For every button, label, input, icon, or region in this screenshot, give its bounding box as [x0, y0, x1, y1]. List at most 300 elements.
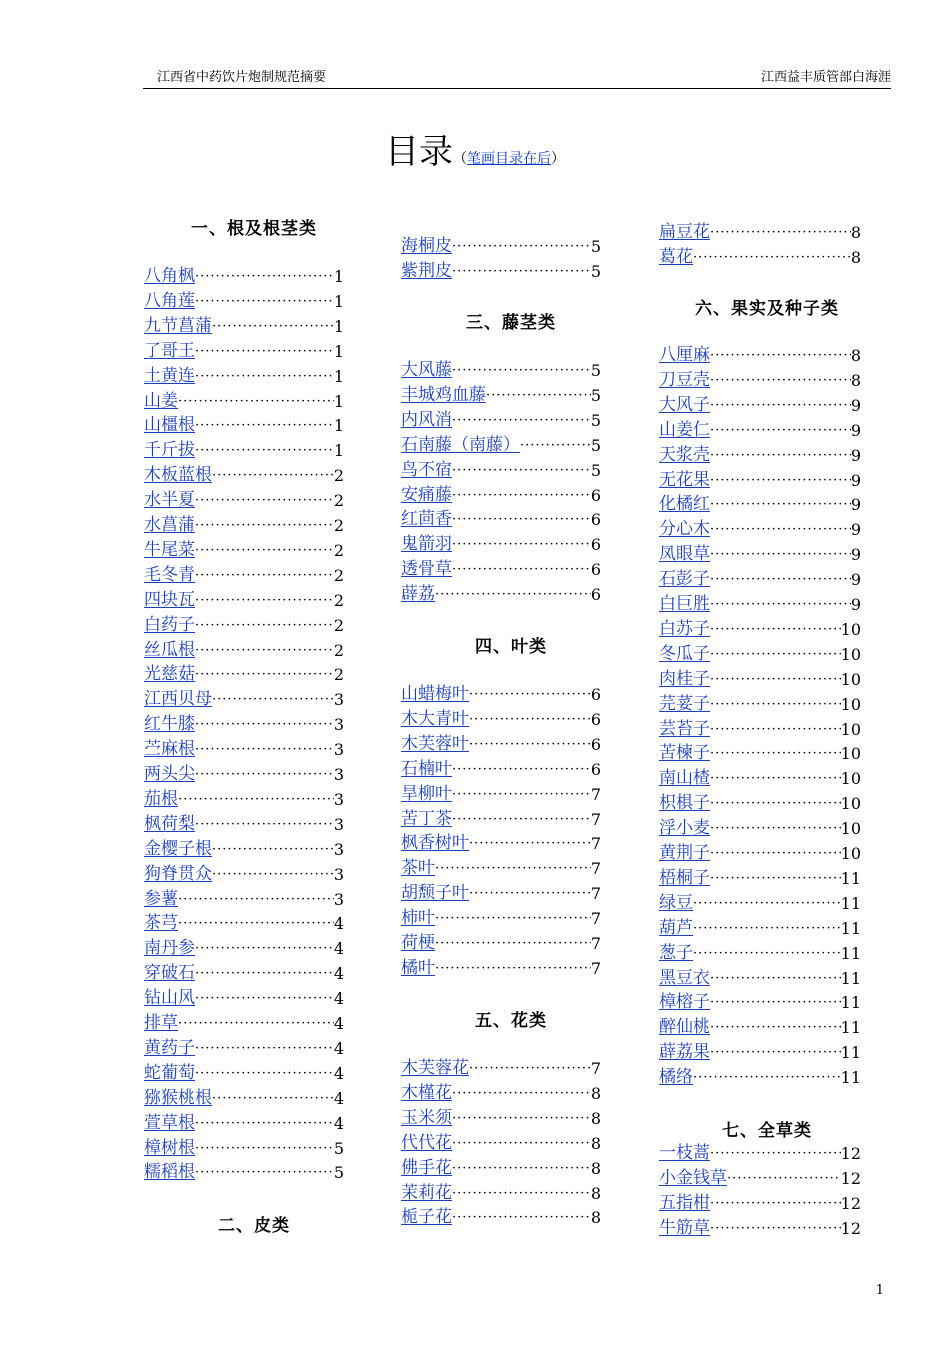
toc-entry-name-link[interactable]: 四块瓦: [144, 589, 195, 610]
toc-entry[interactable]: [144, 662, 344, 687]
leader-dots: [452, 557, 591, 582]
toc-entry[interactable]: [144, 314, 344, 339]
toc-entry-page: 8: [850, 223, 861, 242]
toc-entry-page: 1: [333, 441, 344, 461]
toc-entry-name-link[interactable]: 一枝蒿: [659, 1143, 710, 1163]
toc-entry-name-link[interactable]: 石彭子: [659, 569, 710, 590]
toc-entry[interactable]: [144, 513, 344, 538]
stroke-index-link[interactable]: 笔画目录在后: [467, 151, 551, 167]
toc-entry-name-link[interactable]: 黑豆衣: [659, 967, 710, 988]
toc-entry-name-link[interactable]: 玉米须: [401, 1107, 452, 1128]
toc-entry-page: 7: [590, 934, 601, 953]
toc-entry-page: 11: [840, 968, 861, 988]
toc-entry-page: 11: [840, 918, 861, 938]
toc-entry-name-link[interactable]: 葫芦: [659, 917, 693, 938]
toc-entry-name-link[interactable]: 茄根: [144, 788, 178, 809]
toc-entry-name-link[interactable]: 千斤拔: [144, 440, 195, 461]
toc-entry[interactable]: [401, 782, 601, 807]
toc-entry-name-link[interactable]: 枫荷梨: [144, 813, 195, 834]
leader-dots: [710, 443, 851, 468]
toc-entry-name-link[interactable]: 糯稻根: [144, 1162, 195, 1183]
header-right-text: 江西益丰质管部白海涯: [760, 70, 891, 85]
toc-entry-name-link[interactable]: 木板蓝根: [144, 465, 212, 486]
toc-entry-name-link[interactable]: 樟树根: [144, 1137, 195, 1158]
toc-entry-name-link[interactable]: 黄荆子: [659, 843, 710, 863]
toc-entry-name-link[interactable]: 枳椇子: [659, 793, 710, 814]
toc-entry[interactable]: [144, 737, 344, 762]
toc-entry[interactable]: [659, 791, 861, 816]
toc-entry[interactable]: [659, 1065, 861, 1090]
toc-entry-name-link[interactable]: 五指柑: [659, 1192, 710, 1213]
toc-entry[interactable]: [659, 866, 861, 891]
toc-entry-name-link[interactable]: 木芙蓉叶: [401, 733, 469, 754]
toc-entry-name-link[interactable]: 南丹参: [144, 938, 195, 959]
toc-entry[interactable]: [401, 1081, 601, 1106]
leader-dots: [212, 463, 334, 488]
leader-dots: [452, 782, 591, 807]
toc-entry-name-link[interactable]: 鸟不宿: [401, 459, 452, 480]
toc-entry[interactable]: [401, 1131, 601, 1156]
toc-entry[interactable]: [401, 358, 601, 383]
toc-entry[interactable]: [659, 642, 861, 667]
leader-dots: [469, 707, 591, 732]
toc-entry[interactable]: [144, 1086, 344, 1111]
toc-entry-name-link[interactable]: 木大青叶: [401, 708, 469, 729]
toc-entry-name-link[interactable]: 蛇葡萄: [144, 1062, 195, 1083]
toc-entry-name-link[interactable]: 两头尖: [144, 764, 195, 784]
toc-entry-name-link[interactable]: 梧桐子: [659, 867, 710, 888]
leader-dots: [710, 517, 851, 542]
toc-entry-name-link[interactable]: 丰城鸡血藤: [401, 384, 486, 405]
toc-entry[interactable]: [659, 245, 861, 270]
leader-dots: [195, 413, 334, 438]
toc-entry[interactable]: [144, 1136, 344, 1161]
toc-entry-page: 8: [590, 1158, 601, 1178]
toc-entry[interactable]: [401, 1156, 601, 1181]
toc-entry-name-link[interactable]: 黄药子: [144, 1037, 195, 1058]
leader-dots: [710, 966, 841, 991]
toc-entry[interactable]: [659, 766, 861, 791]
leader-dots: [195, 339, 334, 364]
toc-entry-name-link[interactable]: 大风藤: [401, 360, 452, 380]
toc-entry[interactable]: [401, 1056, 601, 1081]
toc-entry[interactable]: [401, 707, 601, 732]
leader-dots: [710, 567, 851, 592]
leader-dots: [452, 1156, 591, 1181]
toc-entry-name-link[interactable]: 胡颓子叶: [401, 883, 469, 904]
toc-entry-name-link[interactable]: 水半夏: [144, 490, 195, 511]
toc-entry-name-link[interactable]: 茉莉花: [401, 1182, 452, 1203]
toc-entry[interactable]: [401, 383, 601, 408]
toc-entry-page: 4: [333, 1063, 344, 1083]
toc-entry[interactable]: [144, 762, 344, 787]
toc-entry-page: 4: [333, 1088, 344, 1108]
toc-entry-name-link[interactable]: 扁豆花: [659, 222, 710, 242]
toc-entry-page: 12: [840, 1218, 861, 1238]
leader-dots: [710, 692, 841, 717]
page-number: 1: [875, 1283, 884, 1298]
toc-entry-page: 7: [590, 859, 601, 879]
toc-entry-name-link[interactable]: 葱子: [659, 942, 693, 963]
toc-entry[interactable]: [144, 986, 344, 1011]
toc-entry[interactable]: [144, 389, 344, 414]
leader-dots: [435, 582, 591, 607]
toc-entry-name-link[interactable]: 芫荽子: [659, 693, 710, 714]
leader-dots: [195, 1061, 334, 1086]
toc-entry-name-link[interactable]: 薜荔果: [659, 1042, 710, 1063]
toc-entry-name-link[interactable]: 浮小麦: [659, 818, 710, 839]
toc-entry-name-link[interactable]: 山姜: [144, 390, 178, 411]
toc-entry-name-link[interactable]: 橘络: [659, 1067, 693, 1088]
toc-entry-name-link[interactable]: 苦楝子: [659, 743, 710, 764]
toc-entry-page: 3: [333, 889, 344, 909]
toc-entry[interactable]: [144, 413, 344, 438]
leader-dots: [452, 757, 591, 782]
toc-entry-name-link[interactable]: 苦丁茶: [401, 808, 452, 829]
toc-entry[interactable]: [659, 492, 861, 517]
toc-entry-name-link[interactable]: 了哥王: [144, 340, 195, 361]
leader-dots: [693, 1065, 841, 1090]
toc-entry-name-link[interactable]: 化橘红: [659, 494, 710, 515]
toc-entry[interactable]: [659, 741, 861, 766]
toc-entry-page: 8: [590, 1183, 601, 1203]
toc-entry-name-link[interactable]: 石楠叶: [401, 758, 452, 779]
toc-entry-name-link[interactable]: 冬瓜子: [659, 643, 710, 664]
toc-entry[interactable]: [144, 264, 344, 289]
toc-entry-name-link[interactable]: 狗脊贯众: [144, 863, 212, 884]
toc-entry-page: 12: [840, 1144, 861, 1163]
toc-entry[interactable]: [659, 941, 861, 966]
toc-entry[interactable]: [401, 856, 601, 881]
toc-entry[interactable]: [401, 433, 601, 458]
toc-entry-name-link[interactable]: 南山楂: [659, 768, 710, 789]
toc-entry[interactable]: [144, 563, 344, 588]
toc-entry-name-link[interactable]: 橘叶: [401, 957, 435, 978]
toc-entry[interactable]: [401, 757, 601, 782]
toc-entry-name-link[interactable]: 江西贝母: [144, 689, 212, 710]
toc-entry[interactable]: [659, 841, 861, 866]
leader-dots: [469, 732, 591, 757]
toc-entry-name-link[interactable]: 参薯: [144, 888, 178, 909]
toc-entry-name-link[interactable]: 透骨草: [401, 559, 452, 580]
toc-entry-name-link[interactable]: 丝瓜根: [144, 639, 195, 660]
title-paren-open: （: [453, 151, 467, 167]
leader-dots: [452, 1081, 591, 1106]
toc-entry-page: 8: [850, 346, 861, 365]
toc-entry-page: 9: [850, 595, 861, 614]
toc-entry-name-link[interactable]: 毛冬青: [144, 564, 195, 585]
toc-entry[interactable]: [659, 692, 861, 717]
leader-dots: [710, 542, 851, 567]
leader-dots: [693, 891, 841, 916]
toc-entry-name-link[interactable]: 苎麻根: [144, 739, 195, 760]
toc-entry-page: 11: [840, 1043, 861, 1063]
toc-entry[interactable]: [401, 831, 601, 856]
toc-entry[interactable]: [659, 816, 861, 841]
toc-entry-name-link[interactable]: 刀豆壳: [659, 369, 710, 390]
toc-entry[interactable]: [144, 687, 344, 712]
leader-dots: [710, 667, 841, 692]
toc-entry-name-link[interactable]: 牛筋草: [659, 1217, 710, 1238]
toc-entry-page: 2: [333, 665, 344, 685]
toc-entry-name-link[interactable]: 绿豆: [659, 892, 693, 913]
toc-entry[interactable]: [659, 517, 861, 542]
toc-entry[interactable]: [144, 339, 344, 364]
leader-dots: [710, 741, 841, 766]
toc-entry[interactable]: [144, 812, 344, 837]
toc-entry[interactable]: [144, 887, 344, 912]
leader-dots: [693, 245, 851, 270]
toc-entry-name-link[interactable]: 山姜仁: [659, 419, 710, 440]
toc-entry[interactable]: [659, 343, 861, 368]
toc-entry-name-link[interactable]: 白苏子: [659, 618, 710, 639]
toc-entry-page: 10: [840, 819, 861, 839]
toc-entry[interactable]: [401, 532, 601, 557]
toc-entry-name-link[interactable]: 红牛膝: [144, 714, 195, 735]
toc-entry[interactable]: [144, 538, 344, 563]
toc-entry[interactable]: [401, 1205, 601, 1230]
toc-entry-name-link[interactable]: 排草: [144, 1013, 178, 1033]
leader-dots: [195, 563, 334, 588]
toc-entry-page: 4: [333, 989, 344, 1009]
toc-entry[interactable]: [659, 1191, 861, 1216]
toc-entry[interactable]: [401, 483, 601, 508]
section-heading: 六、果实及种子类: [695, 299, 839, 319]
toc-entry-name-link[interactable]: 樟榕子: [659, 992, 710, 1013]
leader-dots: [178, 1011, 334, 1036]
toc-entry[interactable]: [144, 837, 344, 862]
toc-entry[interactable]: [144, 1111, 344, 1136]
toc-entry-name-link[interactable]: 土黄连: [144, 365, 195, 386]
toc-entry-page: 1: [333, 291, 344, 311]
toc-entry[interactable]: [659, 617, 861, 642]
leader-dots: [178, 389, 334, 414]
toc-entry[interactable]: [401, 234, 601, 259]
toc-entry-name-link[interactable]: 醉仙桃: [659, 1017, 710, 1038]
title-main: 目录: [385, 132, 453, 172]
toc-entry-name-link[interactable]: 佛手花: [401, 1157, 452, 1178]
toc-entry-name-link[interactable]: 凤眼草: [659, 544, 710, 565]
toc-entry-name-link[interactable]: 葛花: [659, 246, 693, 267]
toc-entry-name-link[interactable]: 山蜡梅叶: [401, 684, 469, 704]
toc-entry[interactable]: [401, 557, 601, 582]
leader-dots: [178, 787, 334, 812]
toc-entry-name-link[interactable]: 水菖蒲: [144, 515, 195, 535]
toc-entry[interactable]: [144, 712, 344, 737]
toc-entry[interactable]: [659, 1166, 861, 1191]
toc-entry-page: 9: [850, 495, 861, 515]
toc-entry-page: 9: [850, 545, 861, 565]
toc-entry[interactable]: [401, 458, 601, 483]
toc-entry-name-link[interactable]: 安痛藤: [401, 484, 452, 505]
toc-entry[interactable]: [144, 862, 344, 887]
toc-entry[interactable]: [659, 1015, 861, 1040]
toc-entry-name-link[interactable]: 八厘麻: [659, 345, 710, 365]
toc-entry-name-link[interactable]: 八角枫: [144, 266, 195, 286]
toc-entry[interactable]: [401, 507, 601, 532]
toc-entry[interactable]: [144, 613, 344, 638]
toc-entry[interactable]: [401, 906, 601, 931]
toc-entry-page: 6: [590, 585, 601, 605]
toc-entry[interactable]: [144, 1061, 344, 1086]
toc-entry-name-link[interactable]: 木槿花: [401, 1082, 452, 1103]
toc-entry[interactable]: [144, 588, 344, 613]
toc-entry-name-link[interactable]: 肉桂子: [659, 668, 710, 689]
toc-entry[interactable]: [659, 966, 861, 991]
toc-entry-name-link[interactable]: 天浆壳: [659, 444, 710, 465]
toc-entry[interactable]: [144, 961, 344, 986]
page-header: [143, 62, 891, 89]
toc-entry[interactable]: [144, 1160, 344, 1185]
toc-entry-name-link[interactable]: 钻山风: [144, 988, 195, 1009]
toc-entry-page: 10: [840, 844, 861, 863]
toc-entry-name-link[interactable]: 海桐皮: [401, 236, 452, 256]
leader-dots: [710, 1216, 841, 1241]
toc-entry[interactable]: [144, 936, 344, 961]
toc-entry-page: 2: [333, 640, 344, 660]
toc-entry-name-link[interactable]: 白巨胜: [659, 594, 710, 614]
leader-dots: [710, 343, 851, 368]
toc-entry-name-link[interactable]: 白药子: [144, 614, 195, 635]
toc-entry-name-link[interactable]: 石南藤（南藤）: [401, 434, 520, 455]
toc-entry-name-link[interactable]: 大风子: [659, 394, 710, 415]
leader-dots: [212, 687, 334, 712]
toc-entry[interactable]: [401, 582, 601, 607]
toc-entry[interactable]: [659, 542, 861, 567]
toc-entry-name-link[interactable]: 紫荆皮: [401, 260, 452, 281]
toc-entry-name-link[interactable]: 柿叶: [401, 908, 435, 929]
toc-entry-page: 8: [590, 1133, 601, 1153]
toc-entry[interactable]: [659, 1040, 861, 1065]
toc-entry-name-link[interactable]: 枫香树叶: [401, 833, 469, 854]
toc-entry[interactable]: [144, 364, 344, 389]
toc-entry-page: 10: [840, 744, 861, 764]
toc-entry-name-link[interactable]: 牛尾菜: [144, 539, 195, 560]
toc-entry[interactable]: [659, 368, 861, 393]
toc-entry-page: 10: [840, 694, 861, 714]
toc-entry[interactable]: [401, 408, 601, 433]
leader-dots: [435, 906, 591, 931]
toc-entry-page: 5: [590, 460, 601, 480]
toc-entry[interactable]: [144, 787, 344, 812]
toc-entry[interactable]: [659, 443, 861, 468]
toc-entry[interactable]: [401, 732, 601, 757]
toc-entry-name-link[interactable]: 光慈菇: [144, 664, 195, 685]
toc-entry-name-link[interactable]: 红茴香: [401, 509, 452, 530]
toc-entry-name-link[interactable]: 茶芎: [144, 913, 178, 934]
toc-entry[interactable]: [401, 1106, 601, 1131]
leader-dots: [195, 812, 334, 837]
toc-entry[interactable]: [659, 1141, 861, 1166]
leader-dots: [727, 1166, 841, 1191]
toc-entry[interactable]: [401, 881, 601, 906]
toc-entry-page: 2: [333, 466, 344, 486]
toc-entry[interactable]: [401, 956, 601, 981]
toc-entry[interactable]: [144, 289, 344, 314]
toc-entry-name-link[interactable]: 猕猴桃根: [144, 1087, 212, 1108]
toc-entry-name-link[interactable]: 金樱子根: [144, 838, 212, 859]
toc-entry-name-link[interactable]: 荷梗: [401, 933, 435, 953]
toc-entry-page: 11: [840, 868, 861, 888]
toc-entry[interactable]: [659, 567, 861, 592]
toc-entry-name-link[interactable]: 山橿根: [144, 415, 195, 436]
toc-entry-name-link[interactable]: 鬼箭羽: [401, 534, 452, 555]
toc-entry-name-link[interactable]: 萱草根: [144, 1112, 195, 1133]
toc-entry-name-link[interactable]: 薜荔: [401, 584, 435, 605]
toc-entry[interactable]: [144, 488, 344, 513]
toc-entry-page: 5: [590, 435, 601, 455]
toc-entry-name-link[interactable]: 分心木: [659, 519, 710, 540]
toc-entry-page: 7: [590, 958, 601, 978]
toc-entry-name-link[interactable]: 八角莲: [144, 290, 195, 311]
toc-entry-name-link[interactable]: 栀子花: [401, 1207, 452, 1228]
toc-entry[interactable]: [659, 468, 861, 493]
toc-entry-page: 6: [590, 734, 601, 754]
toc-entry[interactable]: [659, 592, 861, 617]
toc-entry-page: 5: [590, 237, 601, 256]
toc-entry-name-link[interactable]: 木芙蓉花: [401, 1058, 469, 1078]
toc-entry[interactable]: [144, 1011, 344, 1036]
toc-entry-name-link[interactable]: 旱柳叶: [401, 783, 452, 804]
toc-entry[interactable]: [144, 463, 344, 488]
leader-dots: [710, 816, 841, 841]
toc-entry-name-link[interactable]: 小金钱草: [659, 1167, 727, 1188]
toc-entry-page: 5: [590, 261, 601, 281]
leader-dots: [195, 438, 334, 463]
toc-entry-name-link[interactable]: 茶叶: [401, 858, 435, 879]
toc-entry-page: 7: [590, 884, 601, 904]
toc-entry[interactable]: [144, 911, 344, 936]
toc-entry[interactable]: [144, 1036, 344, 1061]
toc-entry[interactable]: [401, 259, 601, 284]
toc-entry[interactable]: [659, 667, 861, 692]
toc-entry-name-link[interactable]: 内风消: [401, 409, 452, 430]
leader-dots: [195, 961, 334, 986]
toc-entry-name-link[interactable]: 代代花: [401, 1132, 452, 1153]
toc-entry[interactable]: [659, 891, 861, 916]
leader-dots: [195, 513, 334, 538]
toc-entry[interactable]: [659, 916, 861, 941]
toc-entry[interactable]: [144, 438, 344, 463]
toc-entry[interactable]: [659, 990, 861, 1015]
toc-entry[interactable]: [401, 807, 601, 832]
leader-dots: [435, 931, 591, 956]
leader-dots: [452, 483, 591, 508]
toc-entry[interactable]: [659, 1216, 861, 1241]
toc-entry[interactable]: [659, 393, 861, 418]
leader-dots: [710, 1040, 841, 1065]
toc-entry-name-link[interactable]: 穿破石: [144, 963, 195, 984]
toc-entry-page: 10: [840, 669, 861, 689]
toc-entry-page: 11: [840, 1018, 861, 1038]
toc-entry[interactable]: [401, 1181, 601, 1206]
toc-entry[interactable]: [659, 418, 861, 443]
toc-entry[interactable]: [401, 931, 601, 956]
leader-dots: [195, 1036, 334, 1061]
leader-dots: [452, 458, 591, 483]
toc-entry[interactable]: [659, 220, 861, 245]
toc-entry-page: 10: [840, 794, 861, 814]
toc-entry-name-link[interactable]: 芸苔子: [659, 718, 710, 739]
toc-entry-page: 6: [590, 560, 601, 580]
toc-entry[interactable]: [144, 638, 344, 663]
leader-dots: [710, 368, 851, 393]
toc-entry[interactable]: [401, 682, 601, 707]
toc-entry-name-link[interactable]: 无花果: [659, 469, 710, 490]
toc-entry-name-link[interactable]: 九节菖蒲: [144, 315, 212, 336]
toc-entry[interactable]: [659, 717, 861, 742]
toc-entry-page: 5: [590, 385, 601, 405]
